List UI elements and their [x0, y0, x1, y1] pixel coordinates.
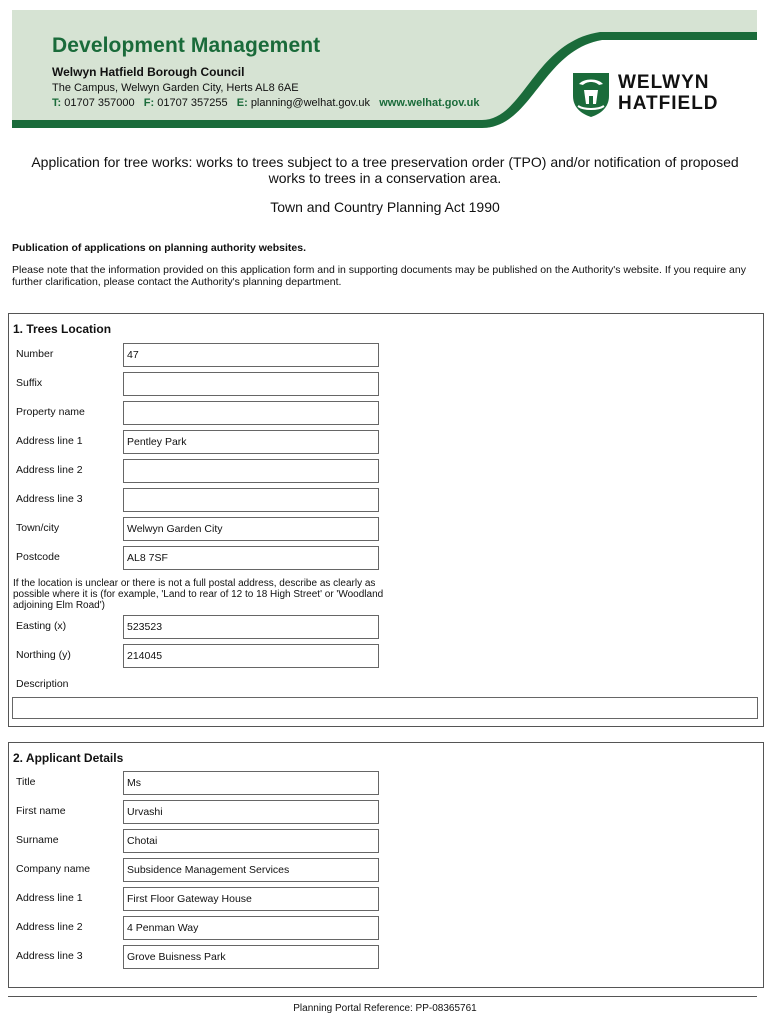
form-row-northing [9, 644, 763, 670]
field-label: Number [16, 348, 54, 360]
logo-text-hatfield: HATFIELD [618, 93, 719, 114]
first-name-field[interactable]: Urvashi [123, 800, 379, 824]
email-value[interactable]: planning@welhat.gov.uk [250, 97, 371, 109]
contact-line [52, 97, 479, 109]
description-label: Description [16, 678, 69, 690]
field-label: Address line 1 [16, 435, 83, 447]
legislation-act: Town and Country Planning Act 1990 [270, 199, 500, 215]
field-label: Postcode [16, 551, 60, 563]
form-row-number [9, 343, 763, 369]
letterhead [12, 10, 757, 128]
form-row-property-name [9, 401, 763, 427]
logo-text-welwyn: WELWYN [618, 72, 710, 93]
field-label: Address line 1 [16, 892, 83, 904]
town-city-field[interactable]: Welwyn Garden City [123, 517, 379, 541]
portal-reference: Planning Portal Reference: PP-08365761 [293, 1003, 477, 1014]
footer-divider [8, 996, 757, 997]
field-label: Surname [16, 834, 59, 846]
location-note: If the location is unclear or there is not a full postal address, describe as clearly as possible where it is (for example, 'Land to rear of 12 to 18 High Street' or 'Woodland adjoining Elm Road') [13, 578, 384, 611]
form-row-suffix [9, 372, 763, 398]
council-name: Welwyn Hatfield Borough Council [52, 65, 245, 79]
field-label: First name [16, 805, 66, 817]
title-field[interactable]: Ms [123, 771, 379, 795]
field-label: Address line 2 [16, 921, 83, 933]
applicant-details-section [8, 742, 764, 988]
website-link[interactable]: www.welhat.gov.uk [379, 97, 480, 109]
section-title: 1. Trees Location [13, 322, 112, 336]
address-line-1-field[interactable]: Pentley Park [123, 430, 379, 454]
publication-text: Please note that the information provided on this application form and in supporting documents may be published on the Authority's website. If you require any further clarification, please contact the Authority's planning department. [12, 264, 746, 288]
form-title: Application for tree works: works to trees subject to a tree preservation order (TPO) and/or notification of proposed works to trees in a conservation area. [31, 154, 739, 186]
form-row-applicant-address-line-3 [9, 945, 763, 971]
property-name-field[interactable] [123, 401, 379, 425]
field-label: Suffix [16, 377, 43, 389]
publication-heading: Publication of applications on planning authority websites. [12, 242, 307, 254]
trees-location-section [8, 313, 764, 727]
applicant-address-line-1-field[interactable]: First Floor Gateway House [123, 887, 379, 911]
form-row-address-line-1 [9, 430, 763, 456]
field-label: Property name [16, 406, 85, 418]
field-label: Company name [16, 863, 91, 875]
form-row-applicant-address-line-2 [9, 916, 763, 942]
tel-label: T: [52, 97, 62, 109]
form-row-applicant-address-line-1 [9, 887, 763, 913]
form-row-address-line-3 [9, 488, 763, 514]
fax-label: F: [143, 97, 155, 109]
email-label: E: [236, 97, 248, 109]
form-row-company-name [9, 858, 763, 884]
section-title: 2. Applicant Details [13, 751, 124, 765]
shield-icon [570, 70, 612, 118]
fax-value: 01707 357255 [157, 97, 228, 109]
field-label: Northing (y) [16, 649, 71, 661]
welwyn-hatfield-logo [570, 70, 750, 122]
address-line-2-field[interactable] [123, 459, 379, 483]
northing-field[interactable]: 214045 [123, 644, 379, 668]
applicant-address-line-3-field[interactable]: Grove Buisness Park [123, 945, 379, 969]
form-row-easting [9, 615, 763, 641]
form-row-postcode [9, 546, 763, 572]
address-line-3-field[interactable] [123, 488, 379, 512]
easting-field[interactable]: 523523 [123, 615, 379, 639]
field-label: Town/city [16, 522, 60, 534]
company-name-field[interactable]: Subsidence Management Services [123, 858, 379, 882]
form-row-first-name [9, 800, 763, 826]
suffix-field[interactable] [123, 372, 379, 396]
form-row-surname [9, 829, 763, 855]
field-label: Address line 3 [16, 493, 83, 505]
number-field[interactable]: 47 [123, 343, 379, 367]
header-title: Development Management [52, 34, 321, 57]
description-field[interactable] [12, 697, 758, 719]
field-label: Easting (x) [16, 620, 67, 632]
form-row-address-line-2 [9, 459, 763, 485]
council-address: The Campus, Welwyn Garden City, Herts AL8 6AE [52, 82, 299, 94]
field-label: Title [16, 776, 36, 788]
applicant-address-line-2-field[interactable]: 4 Penman Way [123, 916, 379, 940]
postcode-field[interactable]: AL8 7SF [123, 546, 379, 570]
tel-value: 01707 357000 [64, 97, 135, 109]
surname-field[interactable]: Chotai [123, 829, 379, 853]
form-row-title [9, 771, 763, 797]
form-row-town-city [9, 517, 763, 543]
field-label: Address line 2 [16, 464, 83, 476]
field-label: Address line 3 [16, 950, 83, 962]
